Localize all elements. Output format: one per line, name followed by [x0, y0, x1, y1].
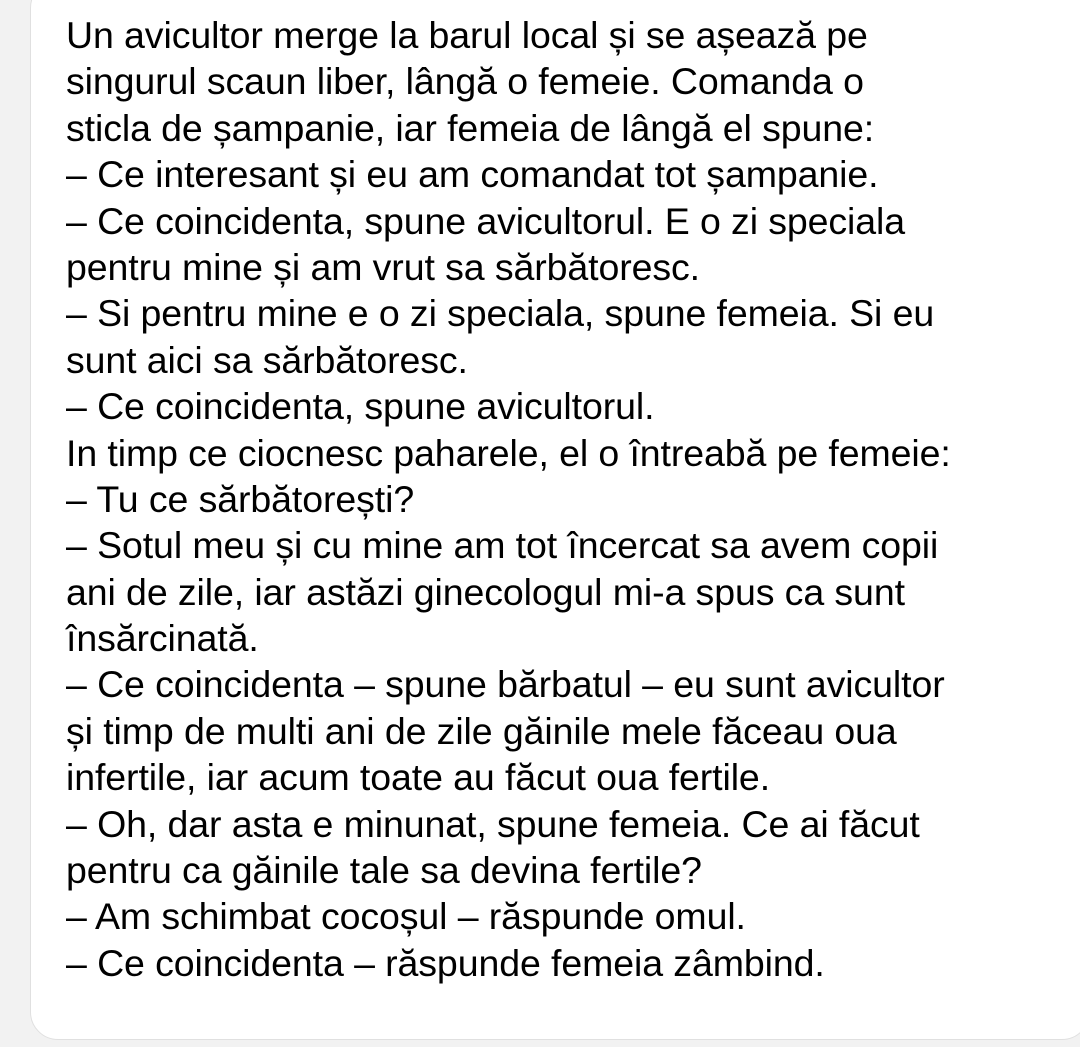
- message-line: – Tu ce sărbătorești?: [66, 477, 415, 520]
- message-line: pentru ca găinile tale sa devina fertile?: [66, 849, 702, 892]
- message-line: In timp ce ciocnesc paharele, el o întreabă pe femeie:: [66, 431, 951, 474]
- message-text: [66, 12, 1076, 986]
- message-line: singurul scaun liber, lângă o femeie. Comanda o: [66, 60, 864, 103]
- message-line: sunt aici sa sărbătoresc.: [66, 338, 468, 381]
- message-line: – Ce interesant și eu am comandat tot șampanie.: [66, 153, 879, 196]
- message-line: – Ce coincidenta, spune avicultorul.: [66, 385, 655, 428]
- message-line: – Si pentru mine e o zi speciala, spune femeia. Si eu: [66, 292, 935, 335]
- message-line: – Ce coincidenta, spune avicultorul. E o zi speciala: [66, 199, 906, 242]
- message-line: infertile, iar acum toate au făcut oua fertile.: [66, 756, 771, 799]
- message-line: – Ce coincidenta – spune bărbatul – eu sunt avicultor: [66, 663, 945, 706]
- message-line: – Sotul meu și cu mine am tot încercat sa avem copii: [66, 524, 939, 567]
- message-line: Un avicultor merge la barul local și se așează pe: [66, 14, 868, 56]
- message-line: și timp de multi ani de zile găinile mele făceau oua: [66, 709, 897, 752]
- message-line: însărcinată.: [66, 617, 259, 660]
- message-line: sticla de șampanie, iar femeia de lângă el spune:: [66, 106, 875, 149]
- message-line: – Oh, dar asta e minunat, spune femeia. Ce ai făcut: [66, 802, 920, 845]
- message-line: – Am schimbat cocoșul – răspunde omul.: [66, 895, 746, 938]
- message-line: ani de zile, iar astăzi ginecologul mi-a spus ca sunt: [66, 570, 905, 613]
- message-line: – Ce coincidenta – răspunde femeia zâmbind.: [66, 941, 825, 984]
- message-line: pentru mine și am vrut sa sărbătoresc.: [66, 245, 700, 288]
